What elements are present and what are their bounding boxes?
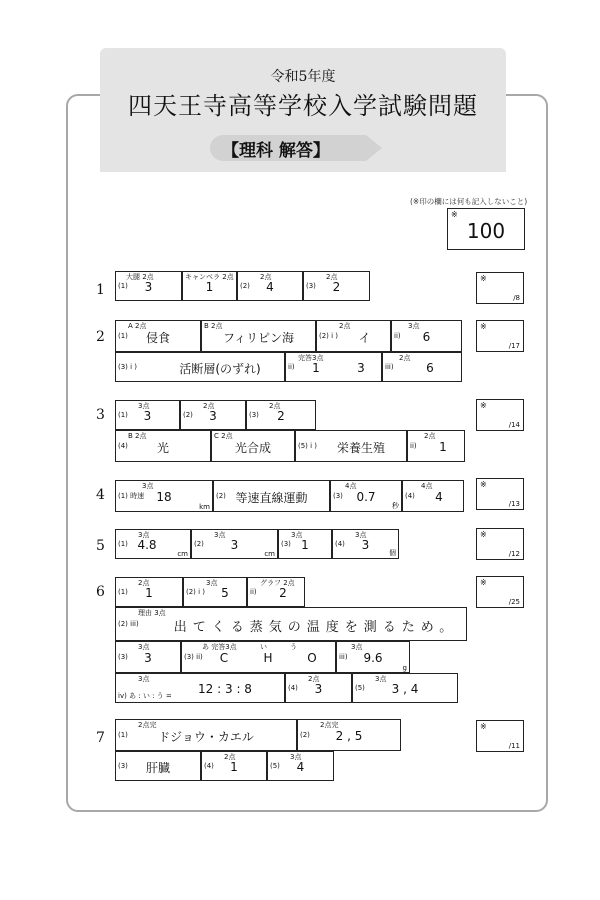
answer-cell [115, 320, 201, 352]
points-label: 3点 [142, 482, 154, 490]
points-label: あ 完答3点 [202, 643, 237, 651]
subquestion-label: (2) i ) [186, 588, 206, 596]
subquestion-label: (1) [118, 588, 128, 596]
subquestion-label: (5) [270, 762, 280, 770]
answer-cell [182, 271, 237, 301]
answer-value: 18 [156, 490, 172, 505]
answer-cell [115, 751, 201, 781]
answer-cell [267, 751, 334, 781]
subquestion-label: (3) [281, 540, 291, 548]
answer-cell [183, 577, 247, 607]
answer-value: 光合成 [234, 440, 271, 455]
answer-cell [330, 480, 402, 512]
question-number-7: 7 [96, 730, 105, 746]
points-label: 2点完 [138, 721, 157, 729]
score-box-q1 [476, 272, 524, 304]
points-label: 3点 [290, 753, 302, 761]
answer-value: 3 [361, 538, 370, 553]
score-denominator: /12 [508, 550, 520, 558]
points-label: 2点 [224, 753, 236, 761]
answer-cell [213, 480, 330, 512]
exam-year: 令和5年度 [270, 69, 336, 85]
points-label: 2点 [424, 432, 436, 440]
answer-cell [201, 751, 267, 781]
subquestion-label: (3) [118, 762, 128, 770]
subquestion-label: (2) [300, 731, 310, 739]
score-box-q3 [476, 399, 524, 431]
answer-value: 3 , 4 [391, 682, 419, 697]
subquestion-label: (4) [118, 442, 128, 450]
subquestion-label: iii) [385, 363, 394, 371]
score-box-q7 [476, 720, 524, 752]
subquestion-label: (5) i ) [298, 442, 318, 450]
subquestion-label: (4) [405, 492, 415, 500]
question-number-5: 5 [96, 538, 105, 554]
question-number-1: 1 [96, 282, 105, 298]
score-box-q6 [476, 576, 524, 608]
answer-cell [115, 529, 191, 559]
points-label: 3点 [138, 675, 150, 683]
answer-value: 3 [209, 409, 217, 424]
answer-cell [115, 577, 183, 607]
answer-value: イ [358, 330, 371, 345]
answer-value: 2 [332, 280, 341, 295]
answer-cell [247, 577, 305, 607]
answer-value: O [307, 651, 317, 666]
points-label: 大腿 2点 [126, 273, 154, 281]
score-denominator: /8 [513, 294, 520, 302]
points-label: 完答3点 [298, 354, 324, 362]
points-label: B 2点 [128, 432, 147, 440]
answer-value: C [219, 651, 229, 666]
score-denominator: /14 [508, 421, 520, 429]
subquestion-label: (3) [306, 282, 316, 290]
answer-value: 4 [296, 760, 305, 775]
subquestion-label: (4) [204, 762, 214, 770]
answer-value: ドジョウ・カエル [158, 729, 254, 744]
answer-cell [115, 352, 285, 382]
answer-value: 栄養生殖 [336, 440, 385, 455]
answer-value: 0.7 [356, 490, 376, 505]
answer-cell [191, 529, 278, 559]
subquestion-label: (3) [118, 653, 128, 661]
points-label: 3点 [355, 531, 367, 539]
points-label: 2点完 [320, 721, 339, 729]
score-denominator: /13 [508, 500, 520, 508]
subquestion-label: (5) [355, 684, 365, 692]
instruction-note: (※印の欄には何も記入しないこと) [410, 197, 528, 206]
points-label: 3点 [214, 531, 226, 539]
answer-value: 3 [143, 409, 152, 424]
answer-cell [278, 529, 332, 559]
points-label: 4点 [345, 482, 357, 490]
points-label: グラフ 2点 [260, 579, 295, 587]
points-label: キャンベラ 2点 [185, 273, 234, 281]
subquestion-label: (3) [249, 411, 259, 419]
question-number-4: 4 [96, 487, 105, 503]
subquestion-label: (2) [183, 411, 193, 419]
points-label: 2点 [308, 675, 320, 683]
score-mark: ※ [480, 722, 487, 731]
unit-label: 秒 [392, 502, 399, 510]
answer-value: 1 [439, 440, 447, 455]
subquestion-label: iii) [339, 653, 348, 661]
subquestion-label: (1) [118, 282, 128, 290]
points-label: 理由 3点 [138, 609, 166, 617]
answer-cell [285, 352, 382, 382]
points-label: 2点 [399, 354, 411, 362]
total-score-value: 100 [466, 219, 506, 243]
answer-value: 活断層(のずれ) [179, 361, 261, 376]
unit-label: cm [264, 550, 275, 558]
question-number-3: 3 [96, 407, 105, 423]
answer-value: 3 [144, 280, 153, 295]
answer-value: 1 [312, 361, 320, 376]
answer-cell-reason [115, 607, 467, 641]
answer-value: 4.8 [137, 538, 157, 553]
points-label: 2点 [326, 273, 338, 281]
points-label: 3点 [138, 531, 150, 539]
subquestion-label: (2) [240, 282, 250, 290]
question-number-2: 2 [96, 329, 105, 345]
unit-label: 個 [389, 549, 396, 557]
answer-cell [211, 430, 295, 462]
score-mark: ※ [480, 322, 487, 331]
answer-value: 2 [279, 586, 287, 601]
score-mark: ※ [480, 480, 487, 489]
answer-value: 3 [314, 682, 323, 697]
points-label: C 2点 [214, 432, 233, 440]
points-label: B 2点 [204, 322, 223, 330]
exam-title: 四天王寺高等学校入学試験問題 [128, 92, 478, 120]
subquestion-label: (2) [216, 492, 226, 500]
answer-value: 1 [145, 586, 153, 601]
unit-label: cm [177, 550, 188, 558]
score-denominator: /11 [508, 742, 520, 750]
score-mark: ※ [480, 274, 487, 283]
score-denominator: /17 [508, 342, 520, 350]
score-box-q5 [476, 528, 524, 560]
points-label: う [290, 643, 297, 651]
answer-cell [115, 641, 181, 673]
subquestion-label: iv) あ : い : う = [118, 692, 172, 700]
answer-value: 侵食 [145, 330, 170, 345]
subquestion-label: (1) 時速 [118, 492, 145, 500]
answer-cell [332, 529, 399, 559]
unit-label: km [199, 503, 210, 511]
points-label: 2点 [269, 402, 281, 410]
points-label: 3点 [138, 402, 150, 410]
score-box-q2 [476, 320, 524, 352]
subquestion-label: (1) [118, 332, 128, 340]
answer-cell [402, 480, 464, 512]
answer-cell [316, 320, 391, 352]
answer-cell [303, 271, 370, 301]
points-label: 3点 [351, 643, 363, 651]
subquestion-label: (3) i ) [118, 363, 138, 371]
subquestion-label: (2) [194, 540, 204, 548]
answer-cell [201, 320, 316, 352]
points-label: 2点 [203, 402, 215, 410]
points-label: A 2点 [128, 322, 147, 330]
score-mark: ※ [480, 578, 487, 587]
score-mark: ※ [480, 401, 487, 410]
points-label: 3点 [375, 675, 387, 683]
subquestion-label: ii) [288, 363, 295, 371]
answer-cell [391, 320, 462, 352]
points-label: 3点 [138, 643, 150, 651]
answer-value: 3 [357, 361, 365, 376]
answer-cell [115, 673, 285, 703]
subquestion-label: (2) i ) [319, 332, 339, 340]
answer-value: フィリピン海 [222, 330, 295, 345]
answer-cell [115, 719, 297, 751]
subquestion-label: (3) [333, 492, 343, 500]
subquestion-label: (4) [335, 540, 345, 548]
answer-cell [295, 430, 407, 462]
answer-value: 1 [301, 538, 309, 553]
subquestion-label: (4) [288, 684, 298, 692]
answer-cell [297, 719, 401, 751]
answer-value: 2 [277, 409, 285, 424]
answer-value: 2 , 5 [335, 729, 363, 744]
answer-value: H [263, 651, 273, 666]
answer-cell [237, 271, 303, 301]
subquestion-label: (3) ii) [184, 653, 203, 661]
answer-cell [336, 641, 410, 673]
answer-value: 6 [426, 361, 434, 376]
answer-value: 9.6 [363, 651, 383, 666]
score-mark: ※ [451, 210, 458, 219]
question-number-6: 6 [96, 584, 105, 600]
answer-value: 12 : 3 : 8 [198, 682, 252, 697]
subquestion-label: (1) [118, 540, 128, 548]
answer-value: 等速直線運動 [235, 490, 308, 505]
subquestion-label: (2) iii) [118, 620, 139, 628]
answer-cell [115, 400, 180, 430]
answer-value: 1 [205, 280, 214, 295]
subquestion-label: ii) [250, 588, 257, 596]
subject-label: 【理科 解答】 [222, 141, 330, 161]
subquestion-label: ii) [410, 442, 417, 450]
answer-cell [181, 641, 336, 673]
score-mark: ※ [480, 530, 487, 539]
points-label: 3点 [206, 579, 218, 587]
subquestion-label: ii) [394, 332, 401, 340]
answer-cell [352, 673, 458, 703]
points-label: 3点 [291, 531, 303, 539]
score-box-q4 [476, 478, 524, 510]
points-label: 2点 [260, 273, 272, 281]
answer-cell [382, 352, 462, 382]
answer-value: 1 [230, 760, 238, 775]
answer-value: 4 [266, 280, 274, 295]
answer-cell [180, 400, 246, 430]
answer-cell [246, 400, 316, 430]
answer-cell [285, 673, 352, 703]
answer-value: 5 [221, 586, 229, 601]
answer-value: 4 [435, 490, 443, 505]
answer-value: 3 [144, 651, 152, 666]
score-denominator: /25 [508, 598, 520, 606]
subquestion-label: (1) [118, 411, 128, 419]
answer-cell [115, 480, 213, 512]
points-label: 2点 [339, 322, 351, 330]
answer-cell [115, 271, 182, 301]
answer-cell [115, 430, 211, 462]
answer-value: 出てくる蒸気の温度を測るため。 [173, 620, 459, 636]
total-score-box [447, 208, 525, 250]
answer-value: 3 [230, 538, 239, 553]
points-label: 3点 [408, 322, 420, 330]
points-label: 2点 [138, 579, 150, 587]
answer-value: 光 [156, 440, 169, 455]
answer-cell [407, 430, 465, 462]
answer-value: 肝臓 [145, 760, 170, 775]
answer-value: 6 [422, 330, 431, 345]
points-label: 4点 [421, 482, 433, 490]
points-label: い [260, 643, 267, 651]
unit-label: g [402, 664, 407, 672]
subquestion-label: (1) [118, 731, 128, 739]
